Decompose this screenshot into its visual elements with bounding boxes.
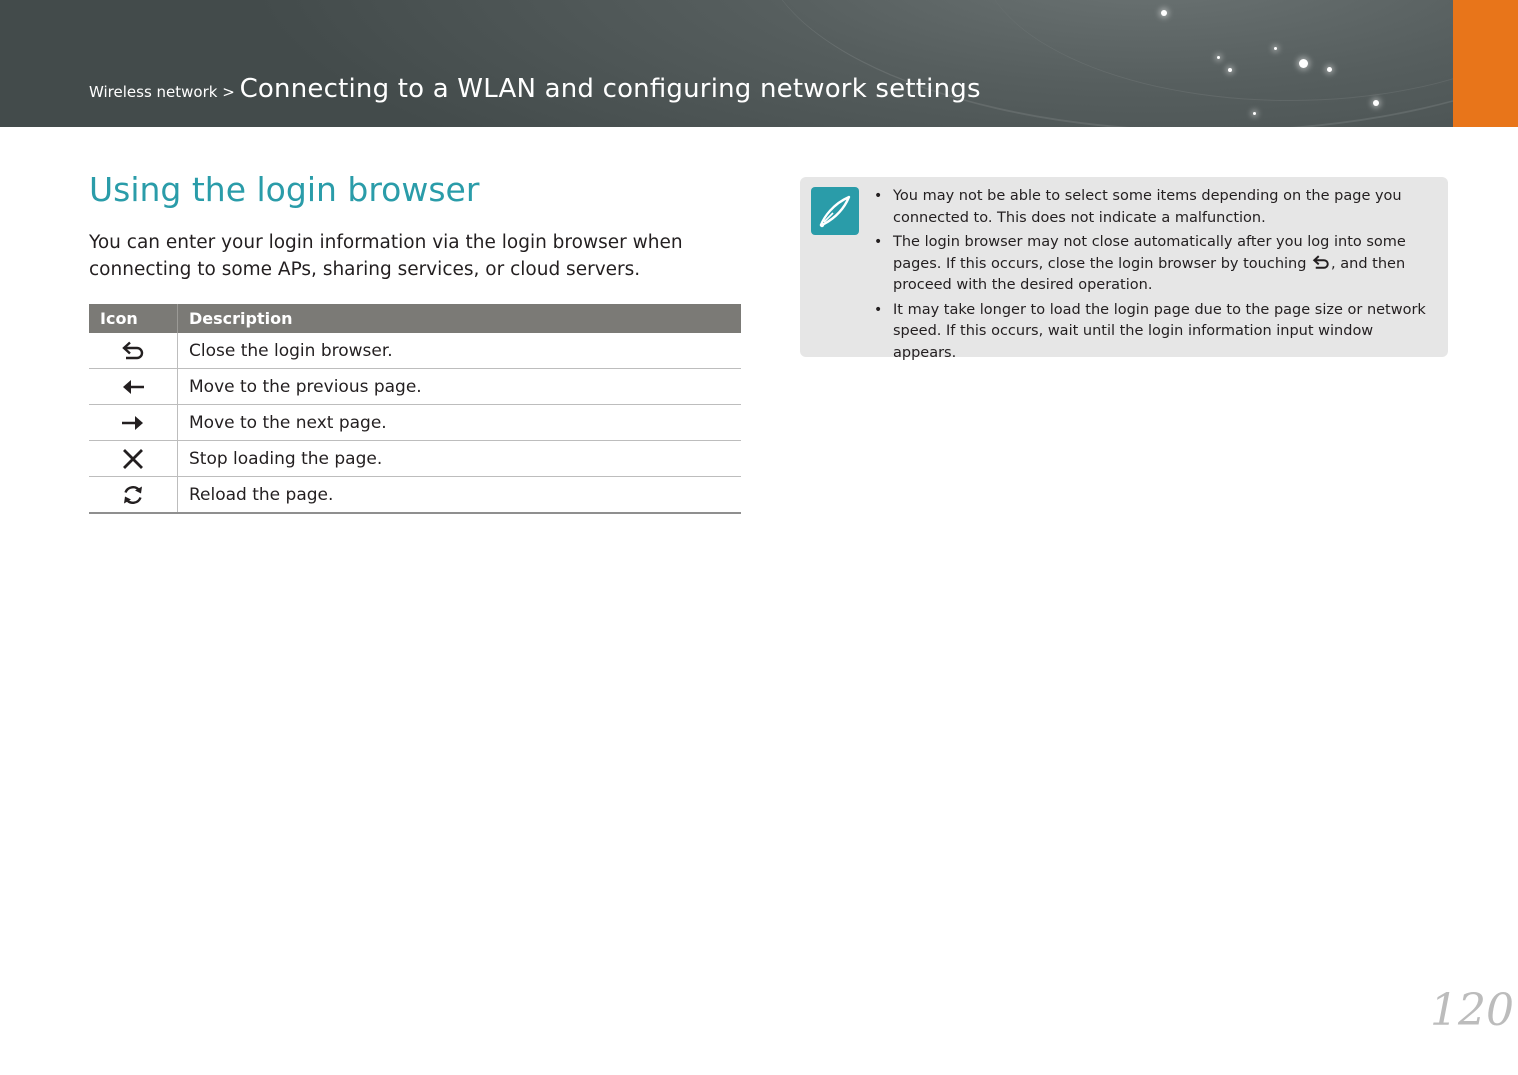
breadcrumb: [89, 74, 981, 104]
header-sparkle: [1327, 67, 1332, 72]
table-cell-icon: [89, 405, 178, 441]
page-number: 120: [1430, 985, 1514, 1036]
note-list: [893, 186, 1438, 367]
icon-table: [89, 304, 741, 514]
table-cell-description: Move to the next page.: [178, 405, 742, 441]
table-row: [89, 441, 741, 477]
note-item: • You may not be able to select some items depending on the page you connected to. This does not indicate a malfunction.: [893, 186, 1438, 229]
header-sparkle: [1253, 112, 1256, 115]
back-return-icon: [120, 341, 146, 361]
section-intro: You can enter your login information via the login browser when connecting to some APs, sharing services, or cloud servers.: [89, 232, 683, 280]
arrow-right-icon: [120, 414, 146, 432]
note-box: [800, 177, 1448, 361]
note-item: • It may take longer to load the login page due to the page size or network speed. If this occurs, wait until the login information input window appears.: [893, 300, 1438, 365]
arrow-left-icon: [120, 378, 146, 396]
table-row: [89, 369, 741, 405]
header-sparkle: [1161, 10, 1167, 16]
table-cell-icon: [89, 441, 178, 477]
table-cell-description: Move to the previous page.: [178, 369, 742, 405]
pen-note-icon: [811, 187, 859, 235]
note-item-text: The login browser may not close automatically after you log into some pages. If this occurs, close the login browser by touching: [893, 234, 1406, 272]
note-item-text: , and then proceed with the desired operation.: [893, 255, 1406, 293]
table-cell-icon: [89, 333, 178, 369]
header-sparkle: [1373, 100, 1379, 106]
header-sparkle: [1217, 56, 1220, 59]
page-header: [0, 0, 1453, 127]
chapter-tab: [1453, 0, 1518, 127]
table-row: [89, 405, 741, 441]
header-sparkle: [1299, 59, 1308, 68]
section-title: Using the login browser: [89, 170, 480, 209]
breadcrumb-parent[interactable]: Wireless network >: [89, 83, 240, 101]
header-sparkle: [1228, 68, 1232, 72]
close-x-icon: [122, 449, 144, 469]
table-header-row: [89, 304, 741, 333]
breadcrumb-current: Connecting to a WLAN and conﬁguring network settings: [239, 74, 981, 104]
table-cell-description: Close the login browser.: [178, 333, 742, 369]
refresh-icon: [121, 484, 145, 506]
table-row: [89, 477, 741, 514]
table-header-description: Description: [178, 304, 742, 333]
table-cell-description: Reload the page.: [178, 477, 742, 514]
table-row: [89, 333, 741, 369]
table-cell-description: Stop loading the page.: [178, 441, 742, 477]
table-header-icon: Icon: [89, 304, 178, 333]
note-item: [893, 232, 1438, 297]
header-sparkle: [1274, 47, 1277, 50]
back-return-icon: [1311, 255, 1331, 270]
table-cell-icon: [89, 369, 178, 405]
table-cell-icon: [89, 477, 178, 514]
